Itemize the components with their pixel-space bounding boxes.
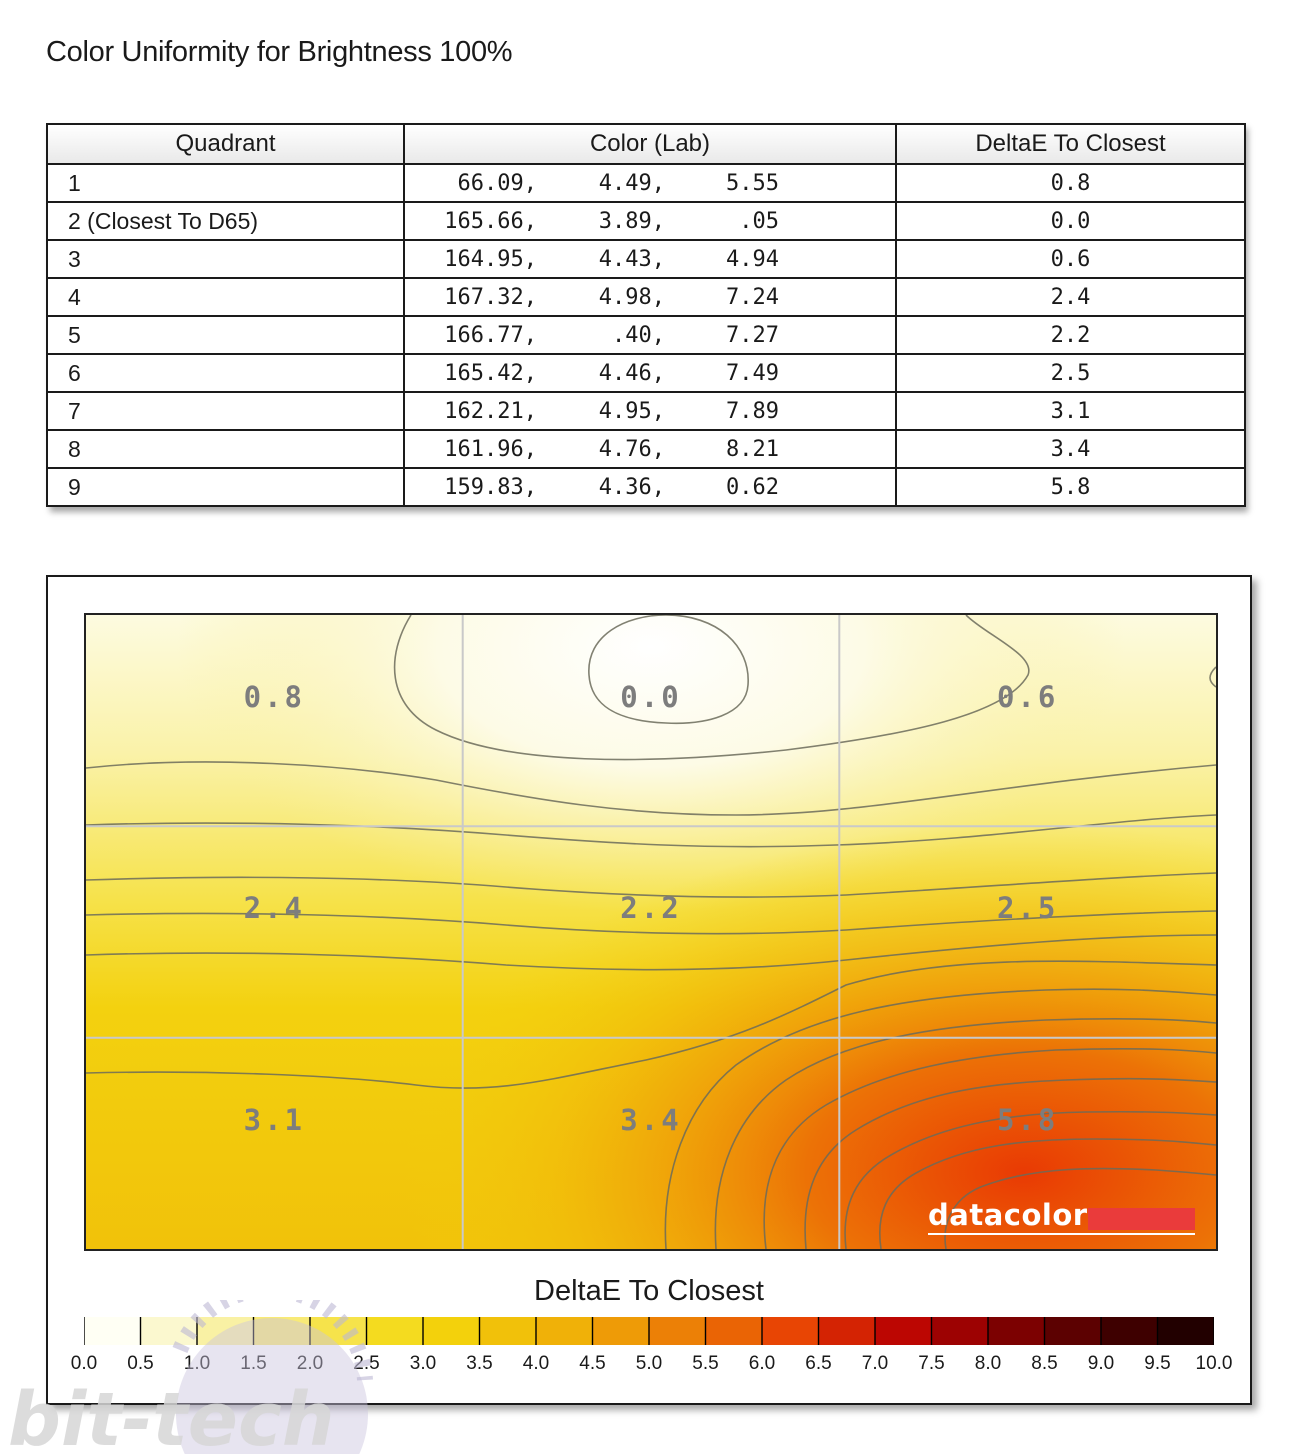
scale-segment bbox=[197, 1317, 254, 1345]
scale-tick-label: 10.0 bbox=[1195, 1353, 1233, 1374]
quadrant-cell: 9 bbox=[47, 468, 404, 506]
lab-b-value: 7.24 bbox=[726, 284, 779, 310]
deltae-chart-panel bbox=[46, 575, 1252, 1405]
lab-a-value: 4.46, bbox=[598, 360, 665, 386]
lab-l-value: 161.96, bbox=[444, 436, 537, 462]
svg-text:bit-tech: bit-tech bbox=[8, 1377, 335, 1454]
table-row bbox=[47, 316, 1245, 354]
deltae-cell: 3.4 bbox=[896, 430, 1245, 468]
lab-l-value: 166.77, bbox=[444, 322, 537, 348]
lab-cell bbox=[404, 316, 896, 354]
scale-segment bbox=[875, 1317, 932, 1345]
page-title: Color Uniformity for Brightness 100% bbox=[46, 36, 513, 68]
table-row bbox=[47, 430, 1245, 468]
lab-cell bbox=[404, 278, 896, 316]
lab-b-value: 0.62 bbox=[726, 474, 779, 500]
header-deltae: DeltaE To Closest bbox=[896, 124, 1245, 164]
scale-tick-label: 4.0 bbox=[522, 1353, 550, 1374]
scale-segment bbox=[649, 1317, 706, 1345]
lab-l-value: 164.95, bbox=[444, 246, 537, 272]
deltae-cell: 2.2 bbox=[896, 316, 1245, 354]
cell-value-4: 2.4 bbox=[243, 891, 306, 926]
scale-tick-label: 6.5 bbox=[805, 1353, 832, 1374]
lab-l-value: 165.42, bbox=[444, 360, 537, 386]
lab-l-value: 167.32, bbox=[444, 284, 537, 310]
deltae-cell: 5.8 bbox=[896, 468, 1245, 506]
quadrant-cell: 3 bbox=[47, 240, 404, 278]
quadrant-cell: 8 bbox=[47, 430, 404, 468]
scale-segment bbox=[932, 1317, 989, 1345]
scale-tick-label: 5.0 bbox=[635, 1353, 663, 1374]
quadrant-cell: 1 bbox=[47, 164, 404, 202]
lab-a-value: .40, bbox=[612, 322, 665, 348]
lab-cell bbox=[404, 354, 896, 392]
color-scale-bar bbox=[84, 1317, 1214, 1345]
table-row bbox=[47, 164, 1245, 202]
scale-segment bbox=[367, 1317, 424, 1345]
quadrant-cell: 4 bbox=[47, 278, 404, 316]
scale-segment bbox=[141, 1317, 198, 1345]
deltae-cell: 0.8 bbox=[896, 164, 1245, 202]
scale-segment bbox=[988, 1317, 1045, 1345]
scale-tick-label: 3.0 bbox=[409, 1353, 437, 1374]
lab-l-value: 162.21, bbox=[444, 398, 537, 424]
quadrant-cell: 7 bbox=[47, 392, 404, 430]
lab-cell bbox=[404, 202, 896, 240]
table-row bbox=[47, 278, 1245, 316]
lab-l-value: 66.09, bbox=[457, 170, 537, 196]
lab-b-value: .05 bbox=[739, 208, 779, 234]
color-scale-ticks bbox=[48, 1353, 1250, 1383]
cell-value-9: 5.8 bbox=[996, 1102, 1059, 1137]
scale-tick-label: 0.0 bbox=[70, 1353, 98, 1374]
scale-segment bbox=[480, 1317, 537, 1345]
scale-tick-label: 3.5 bbox=[466, 1353, 493, 1374]
scale-tick-label: 2.5 bbox=[353, 1353, 380, 1374]
lab-b-value: 7.89 bbox=[726, 398, 779, 424]
color-uniformity-table bbox=[46, 123, 1244, 507]
lab-cell bbox=[404, 392, 896, 430]
table-row bbox=[47, 240, 1245, 278]
cell-value-5: 2.2 bbox=[620, 891, 682, 926]
scale-segment bbox=[1158, 1317, 1215, 1345]
cell-value-3: 0.6 bbox=[996, 680, 1059, 714]
scale-tick-label: 5.5 bbox=[692, 1353, 719, 1374]
lab-l-value: 165.66, bbox=[444, 208, 537, 234]
legend-title: DeltaE To Closest bbox=[534, 1275, 764, 1307]
deltae-cell: 3.1 bbox=[896, 392, 1245, 430]
scale-tick-label: 2.0 bbox=[296, 1353, 324, 1374]
lab-b-value: 8.21 bbox=[726, 436, 779, 462]
scale-tick-label: 0.5 bbox=[127, 1353, 154, 1374]
lab-a-value: 4.98, bbox=[598, 284, 665, 310]
deltae-cell: 2.5 bbox=[896, 354, 1245, 392]
scale-segment bbox=[1045, 1317, 1102, 1345]
quadrant-cell: 5 bbox=[47, 316, 404, 354]
scale-segment bbox=[310, 1317, 367, 1345]
datacolor-logo-underline bbox=[928, 1233, 1195, 1235]
cell-value-6: 2.5 bbox=[996, 891, 1059, 926]
lab-a-value: 3.89, bbox=[598, 208, 665, 234]
header-quadrant: Quadrant bbox=[47, 124, 404, 164]
table-row bbox=[47, 468, 1245, 506]
scale-tick-label: 1.0 bbox=[183, 1353, 211, 1374]
lab-a-value: 4.49, bbox=[598, 170, 665, 196]
quadrant-cell: 6 bbox=[47, 354, 404, 392]
deltae-cell: 0.0 bbox=[896, 202, 1245, 240]
lab-b-value: 4.94 bbox=[726, 246, 779, 272]
scale-segment bbox=[84, 1317, 141, 1345]
cell-value-1: 0.8 bbox=[243, 680, 306, 714]
cell-value-8: 3.4 bbox=[620, 1102, 682, 1137]
lab-cell bbox=[404, 468, 896, 506]
lab-cell bbox=[404, 430, 896, 468]
lab-cell bbox=[404, 240, 896, 278]
table-row bbox=[47, 354, 1245, 392]
deltae-cell: 2.4 bbox=[896, 278, 1245, 316]
scale-segment bbox=[762, 1317, 819, 1345]
scale-segment bbox=[706, 1317, 763, 1345]
scale-tick-label: 6.0 bbox=[748, 1353, 776, 1374]
table-row bbox=[47, 392, 1245, 430]
lab-b-value: 7.27 bbox=[726, 322, 779, 348]
scale-tick-label: 7.0 bbox=[861, 1353, 889, 1374]
scale-segment bbox=[536, 1317, 593, 1345]
lab-a-value: 4.95, bbox=[598, 398, 665, 424]
scale-tick-label: 8.5 bbox=[1031, 1353, 1058, 1374]
cell-value-2: 0.0 bbox=[620, 680, 682, 714]
datacolor-logo-bar bbox=[1088, 1208, 1195, 1230]
scale-tick-label: 9.5 bbox=[1144, 1353, 1171, 1374]
scale-tick-label: 8.0 bbox=[974, 1353, 1002, 1374]
datacolor-logo: datacolor bbox=[928, 1198, 1088, 1232]
table-row bbox=[47, 202, 1245, 240]
scale-segment bbox=[819, 1317, 876, 1345]
lab-a-value: 4.76, bbox=[598, 436, 665, 462]
scale-tick-label: 4.5 bbox=[579, 1353, 606, 1374]
scale-tick-label: 9.0 bbox=[1087, 1353, 1115, 1374]
deltae-cell: 0.6 bbox=[896, 240, 1245, 278]
cell-value-7: 3.1 bbox=[243, 1102, 306, 1137]
lab-cell bbox=[404, 164, 896, 202]
quadrant-cell: 2 (Closest To D65) bbox=[47, 202, 404, 240]
scale-segment bbox=[593, 1317, 650, 1345]
scale-tick-label: 1.5 bbox=[240, 1353, 267, 1374]
table-header-row bbox=[47, 124, 1245, 164]
scale-tick-label: 7.5 bbox=[918, 1353, 945, 1374]
lab-b-value: 5.55 bbox=[726, 170, 779, 196]
scale-segment bbox=[423, 1317, 480, 1345]
lab-l-value: 159.83, bbox=[444, 474, 537, 500]
header-color-lab: Color (Lab) bbox=[404, 124, 896, 164]
lab-a-value: 4.43, bbox=[598, 246, 665, 272]
lab-a-value: 4.36, bbox=[598, 474, 665, 500]
lab-b-value: 7.49 bbox=[726, 360, 779, 386]
scale-segment bbox=[1101, 1317, 1158, 1345]
scale-segment bbox=[254, 1317, 311, 1345]
uniformity-heatmap bbox=[84, 613, 1218, 1251]
